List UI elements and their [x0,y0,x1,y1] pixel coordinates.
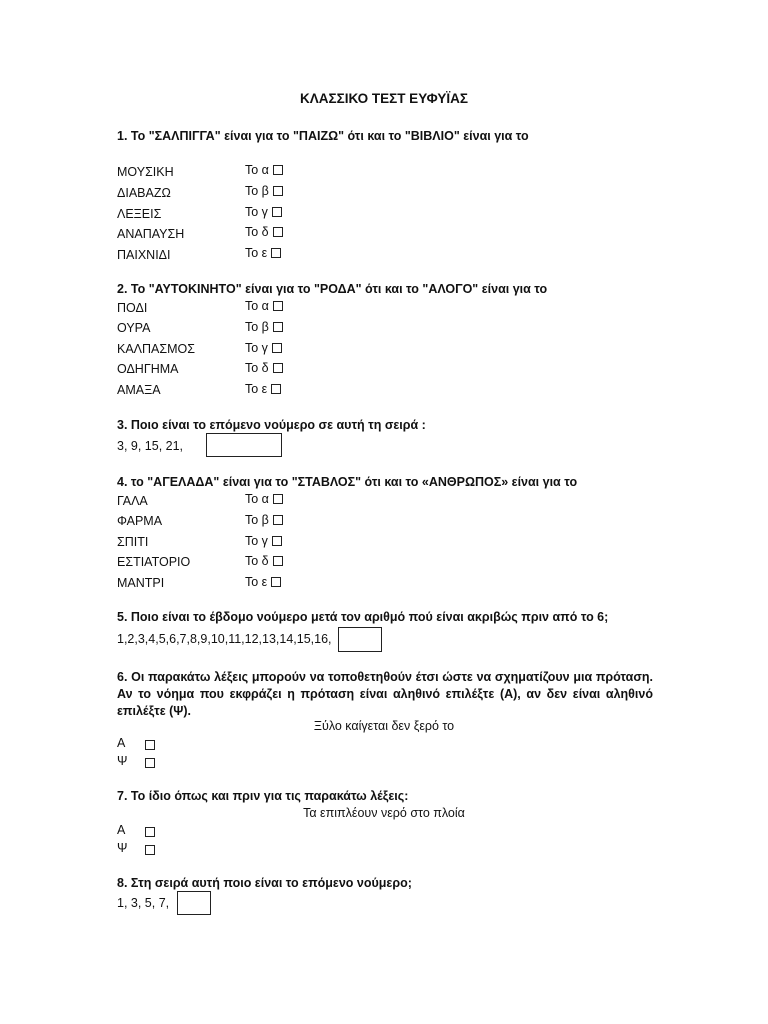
question-2: 2. Το "ΑΥΤΟΚΙΝΗΤΟ" είναι για το "ΡΟΔΑ" ότι και το "ΑΛΟΓΟ" είναι για το [117,282,548,296]
q5-answer-input[interactable] [338,627,382,652]
question-5: 5. Ποιο είναι το έβδομο νούμερο μετά τον αριθμό πού είναι ακριβώς πριν από το 6; [117,610,609,624]
question-3: 3. Ποιο είναι το επόμενο νούμερο σε αυτή τη σειρά : [117,418,426,432]
checkbox[interactable] [272,207,282,217]
q4-option-3: ΣΠΙΤΙ [117,535,149,549]
q8-answer-input[interactable] [177,891,211,915]
q6-words: Ξύλο καίγεται δεν ξερό το [313,719,455,733]
question-4: 4. το "ΑΓΕΛΑΔΑ" είναι για το "ΣΤΑΒΛΟΣ" ότι και το «ΑΝΘΡΩΠΟΣ» είναι για το [117,475,578,489]
q3-series: 3, 9, 15, 21, [117,439,184,453]
checkbox[interactable] [271,384,281,394]
answer-label: Το α [245,299,269,313]
q4-answer-e[interactable] [245,574,281,590]
q1-option-5: ΠΑΙΧΝΙΔΙ [117,248,171,262]
q2-answer-e[interactable] [245,381,281,397]
question-1: 1. Το "ΣΑΛΠΙΓΓΑ" είναι για το "ΠΑΙΖΩ" ότι και το "ΒΙΒΛΙΟ" είναι για το [117,129,529,143]
page-title: ΚΛΑΣΣΙΚΟ ΤΕΣΤ ΕΥΦΥΪΑΣ [300,91,468,106]
q7-choice-a-checkbox[interactable] [145,825,155,841]
answer-label: Το α [245,163,269,177]
q7-choice-b-label: Ψ [117,841,128,855]
q2-option-5: ΑΜΑΞΑ [117,383,161,397]
q3-answer-input[interactable] [206,433,282,457]
q8-series: 1, 3, 5, 7, [117,896,170,910]
q4-answer-c[interactable] [245,533,282,549]
q1-option-1: ΜΟΥΣΙΚΗ [117,165,174,179]
checkbox[interactable] [273,322,283,332]
answer-label: Το ε [245,575,268,589]
checkbox[interactable] [272,536,282,546]
q4-option-4: ΕΣΤΙΑΤΟΡΙΟ [117,555,191,569]
question-7: 7. Το ίδιο όπως και πριν για τις παρακάτω λέξεις: [117,789,409,803]
checkbox[interactable] [273,556,283,566]
q6-choice-b-label: Ψ [117,754,128,768]
q7-choice-a-label: Α [117,823,126,837]
q2-option-2: ΟΥΡΑ [117,321,151,335]
q1-answer-c[interactable] [245,204,282,220]
checkbox[interactable] [271,248,281,258]
answer-label: Το δ [245,554,269,568]
q1-answer-a[interactable] [245,162,283,178]
q2-option-1: ΠΟΔΙ [117,301,148,315]
checkbox[interactable] [273,186,283,196]
checkbox[interactable] [272,343,282,353]
q2-answer-d[interactable] [245,360,283,376]
q1-answer-d[interactable] [245,224,283,240]
answer-label: Το β [245,320,269,334]
checkbox[interactable] [273,227,283,237]
question-8: 8. Στη σειρά αυτή ποιο είναι το επόμενο νούμερο; [117,876,412,890]
answer-label: Το γ [245,534,268,548]
checkbox[interactable] [273,165,283,175]
q4-option-2: ΦΑΡΜΑ [117,514,163,528]
answer-label: Το ε [245,246,268,260]
q2-option-3: ΚΑΛΠΑΣΜΟΣ [117,342,195,356]
checkbox[interactable] [271,577,281,587]
q6-choice-a-label: Α [117,736,126,750]
answer-label: Το γ [245,205,268,219]
q6-choice-a-checkbox[interactable] [145,738,155,754]
q1-option-4: ΑΝΑΠΑΥΣΗ [117,227,185,241]
checkbox[interactable] [273,494,283,504]
q1-answer-b[interactable] [245,183,283,199]
answer-label: Το α [245,492,269,506]
q2-answer-a[interactable] [245,298,283,314]
answer-label: Το ε [245,382,268,396]
q7-words: Τα επιπλέουν νερό στο πλοία [303,806,465,820]
question-6: 6. Οι παρακάτω λέξεις μπορούν να τοποθετηθούν έτσι ώστε να σχηματίζουν μια πρόταση. Αν το νόημα που εκφράζει η πρόταση είναι αληθινό επιλέξτε (Α), αν δεν είναι αληθινό επιλέξτε (Ψ). [117,670,653,718]
checkbox[interactable] [273,363,283,373]
q4-answer-b[interactable] [245,512,283,528]
q4-answer-a[interactable] [245,491,283,507]
q4-option-5: ΜΑΝΤΡΙ [117,576,165,590]
q2-option-4: ΟΔΗΓΗΜΑ [117,362,179,376]
q2-answer-c[interactable] [245,340,282,356]
q7-choice-b-checkbox[interactable] [145,843,155,859]
q1-option-2: ΔΙΑΒΑΖΩ [117,186,171,200]
checkbox[interactable] [273,515,283,525]
q4-answer-d[interactable] [245,553,283,569]
answer-label: Το δ [245,225,269,239]
q1-option-3: ΛΕΞΕΙΣ [117,207,162,221]
answer-label: Το γ [245,341,268,355]
q6-choice-b-checkbox[interactable] [145,756,155,772]
answer-label: Το β [245,184,269,198]
q4-option-1: ΓΑΛΑ [117,494,148,508]
q1-answer-e[interactable] [245,245,281,261]
q5-series: 1,2,3,4,5,6,7,8,9,10,11,12,13,14,15,16, [117,632,332,646]
answer-label: Το β [245,513,269,527]
q2-answer-b[interactable] [245,319,283,335]
checkbox[interactable] [273,301,283,311]
answer-label: Το δ [245,361,269,375]
